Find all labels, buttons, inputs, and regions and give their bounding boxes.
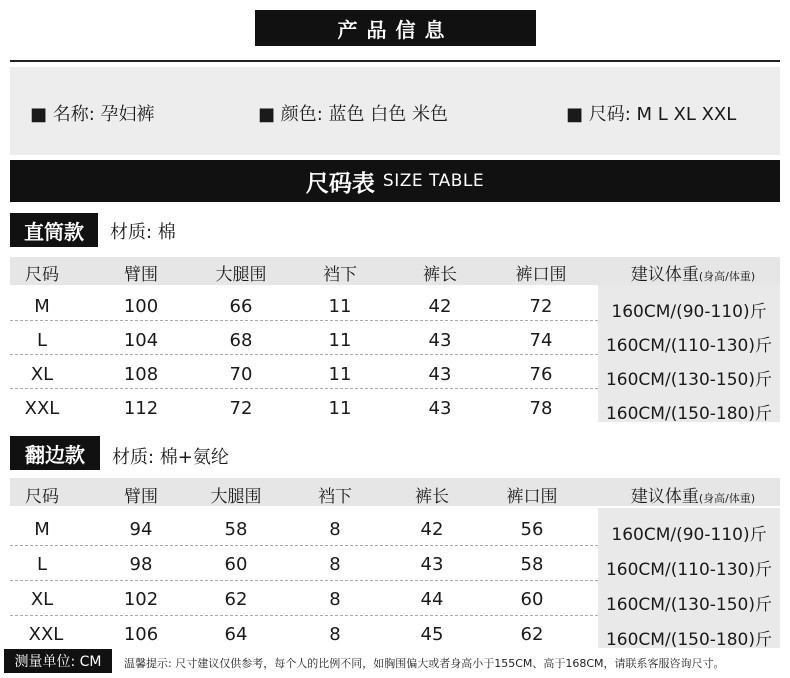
measure-unit-tag: 测量单位: CM [4,649,112,673]
table-cell: L [36,330,48,351]
column-header: 大腿围 [210,487,262,507]
table-cell: 11 [328,364,352,385]
table-cell: 8 [329,519,341,540]
table-cell: 43 [420,554,444,575]
table-cell: 45 [420,624,444,645]
table-cell: 102 [123,589,159,610]
row-divider [10,580,598,581]
table-cell: 11 [328,296,352,317]
table-cell: XL [30,364,54,385]
table-cell: 72 [529,296,553,317]
table-cell: XXL [24,398,60,419]
weight-column-note: (身高/体重) [698,492,756,505]
divider [10,60,780,62]
column-header: 尺码 [25,265,59,285]
table-cell: M [34,296,50,317]
table-cell: 58 [520,554,544,575]
table-cell: 11 [328,398,352,419]
table-cell: 62 [520,624,544,645]
table-cell: 42 [420,519,444,540]
column-header: 裆下 [323,265,357,285]
table-cell-weight: 160CM/(150-180)斤 [605,404,772,424]
style-tag-cuffed: 翻边款 [10,436,100,470]
column-header: 裤口围 [515,265,567,285]
material-straight: 材质: 棉 [110,222,176,243]
table-cell: M [34,519,50,540]
row-divider [10,615,598,616]
table-cell: 8 [329,589,341,610]
table-cell: 68 [229,330,253,351]
row-divider [10,545,598,546]
table-cell-weight: 160CM/(90-110)斤 [611,302,767,322]
footer-note: 温馨提示: 尺寸建议仅供参考，每个人的比例不同，如胸围偏大或者身高小于155CM、高于168CM，请联系客服咨询尺寸。 [124,657,725,670]
table-cell-weight: 160CM/(90-110)斤 [611,525,767,545]
table-cell-weight: 160CM/(130-150)斤 [605,595,772,615]
table-cell-weight: 160CM/(110-130)斤 [605,336,772,356]
info-name: ■ 名称: 孕妇裤 [30,104,155,125]
size-table-title-en: SIZE TABLE [382,171,485,191]
column-header-weight: 建议体重(身高/体重) [630,265,756,285]
table-cell-weight: 160CM/(130-150)斤 [605,370,772,390]
table-cell: 11 [328,330,352,351]
size-table-banner [10,160,780,202]
table-cell: 44 [420,589,444,610]
table-cell: 66 [229,296,253,317]
size-table-title-zh: 尺码表 [305,170,375,197]
column-header: 裤口围 [506,487,558,507]
column-header: 大腿围 [215,265,267,285]
column-header: 裆下 [318,487,352,507]
table-cell: 43 [428,398,452,419]
table-cell: 78 [529,398,553,419]
page-title: 产品信息 [255,10,536,46]
table-cell: 42 [428,296,452,317]
info-color: ■ 颜色: 蓝色 白色 米色 [258,104,448,125]
table-cell: 98 [129,554,153,575]
table-cell: 72 [229,398,253,419]
info-sizes: ■ 尺码: M L XL XXL [566,104,737,125]
column-header: 尺码 [25,487,59,507]
table-cell: 94 [129,519,153,540]
table-cell-weight: 160CM/(110-130)斤 [605,560,772,580]
style-tag-straight: 直筒款 [10,213,98,247]
row-divider [10,388,598,389]
material-cuffed: 材质: 棉+氨纶 [112,447,229,468]
row-divider [10,354,598,355]
table-cell: 62 [224,589,248,610]
column-header-weight: 建议体重(身高/体重) [630,487,756,507]
table-cell: 43 [428,364,452,385]
column-header: 臂围 [124,265,158,285]
table-cell-weight: 160CM/(150-180)斤 [605,630,772,650]
table-cell: 8 [329,624,341,645]
table-cell: 76 [529,364,553,385]
table-cell: 56 [520,519,544,540]
table-cell: 106 [123,624,159,645]
table-cell: XXL [28,624,64,645]
table-cell: XL [30,589,54,610]
weight-column-note: (身高/体重) [698,270,756,283]
table-cell: 100 [123,296,159,317]
table-cell: 43 [428,330,452,351]
table-cell: 112 [123,398,159,419]
table-cell: 60 [224,554,248,575]
column-header: 裤长 [423,265,457,285]
column-header: 臂围 [124,487,158,507]
table-cell: 74 [529,330,553,351]
row-divider [10,320,598,321]
table-cell: 64 [224,624,248,645]
table-cell: L [36,554,48,575]
table-cell: 104 [123,330,159,351]
table-cell: 58 [224,519,248,540]
table-cell: 108 [123,364,159,385]
table-cell: 70 [229,364,253,385]
table-cell: 8 [329,554,341,575]
table-cell: 60 [520,589,544,610]
column-header: 裤长 [415,487,449,507]
